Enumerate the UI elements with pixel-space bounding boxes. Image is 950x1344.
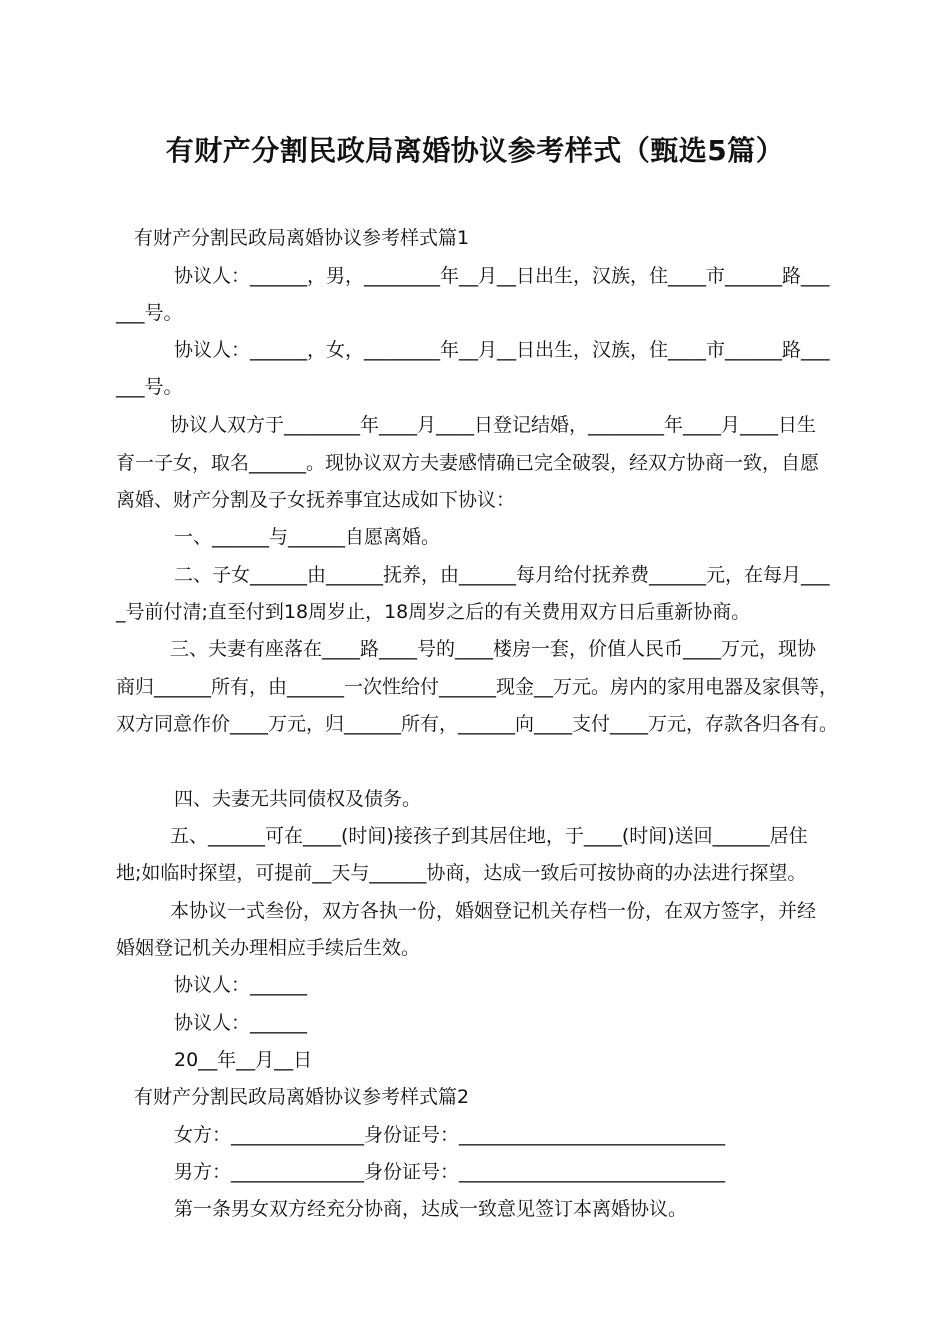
paragraph-line: 商归______所有，由______一次性给付______现金__万元。房内的家用电器及家俱等， xyxy=(116,676,839,698)
paragraph-line: 协议人双方于________年____月____日登记结婚，________年____月____日生 xyxy=(170,414,817,436)
form-line: 女方：______________身份证号：____________________________ xyxy=(174,1124,726,1146)
paragraph-line: ___号。 xyxy=(116,376,183,398)
paragraph-line: 协议人：______，男，________年__月__日出生，汉族，住____市______路___ xyxy=(174,265,830,287)
signature-line: 协议人：______ xyxy=(174,974,308,996)
paragraph-line: 育一子女，取名______。现协议双方夫妻感情确已完全破裂，经双方协商一致，自愿 xyxy=(116,452,820,474)
paragraph-line: 二、子女______由______抚养，由______每月给付抚养费______元，在每月___ xyxy=(174,564,830,586)
signature-line: 协议人：______ xyxy=(174,1012,308,1034)
section-heading: 有财产分割民政局离婚协议参考样式篇1 xyxy=(134,227,470,249)
paragraph-line: 双方同意作价____万元，归______所有，______向____支付____万元，存款各归各有。 xyxy=(116,713,839,735)
paragraph-line: 地;如临时探望，可提前__天与______协商，达成一致后可按协商的办法进行探望。 xyxy=(116,862,807,884)
date-line: 20__年__月__日 xyxy=(174,1049,313,1071)
paragraph-line: _号前付清;直至付到18周岁止，18周岁之后的有关费用双方日后重新协商。 xyxy=(116,601,751,623)
paragraph-line: 本协议一式叁份，双方各执一份，婚姻登记机关存档一份，在双方签字，并经 xyxy=(170,900,817,922)
form-line: 男方：______________身份证号：____________________________ xyxy=(174,1161,726,1183)
paragraph-line: 离婚、财产分割及子女抚养事宜达成如下协议： xyxy=(116,489,516,511)
paragraph-line: 婚姻登记机关办理相应手续后生效。 xyxy=(116,937,421,959)
paragraph-line: 三、夫妻有座落在____路____号的____楼房一套，价值人民币____万元，现协 xyxy=(170,638,817,660)
paragraph-line: 协议人：______，女，________年__月__日出生，汉族，住____市______路___ xyxy=(174,339,830,361)
paragraph-line: 五、______可在____(时间)接孩子到其居住地，于____(时间)送回______居住 xyxy=(170,825,808,847)
paragraph-line: 一、______与______自愿离婚。 xyxy=(174,526,441,548)
paragraph-line: 第一条男女双方经充分协商，达成一致意见签订本离婚协议。 xyxy=(174,1198,688,1220)
document-title: 有财产分割民政局离婚协议参考样式（甄选5篇） xyxy=(165,134,785,167)
paragraph-line: 四、夫妻无共同债权及债务。 xyxy=(174,788,422,810)
paragraph-line: ___号。 xyxy=(116,302,183,324)
section-heading: 有财产分割民政局离婚协议参考样式篇2 xyxy=(134,1086,470,1108)
